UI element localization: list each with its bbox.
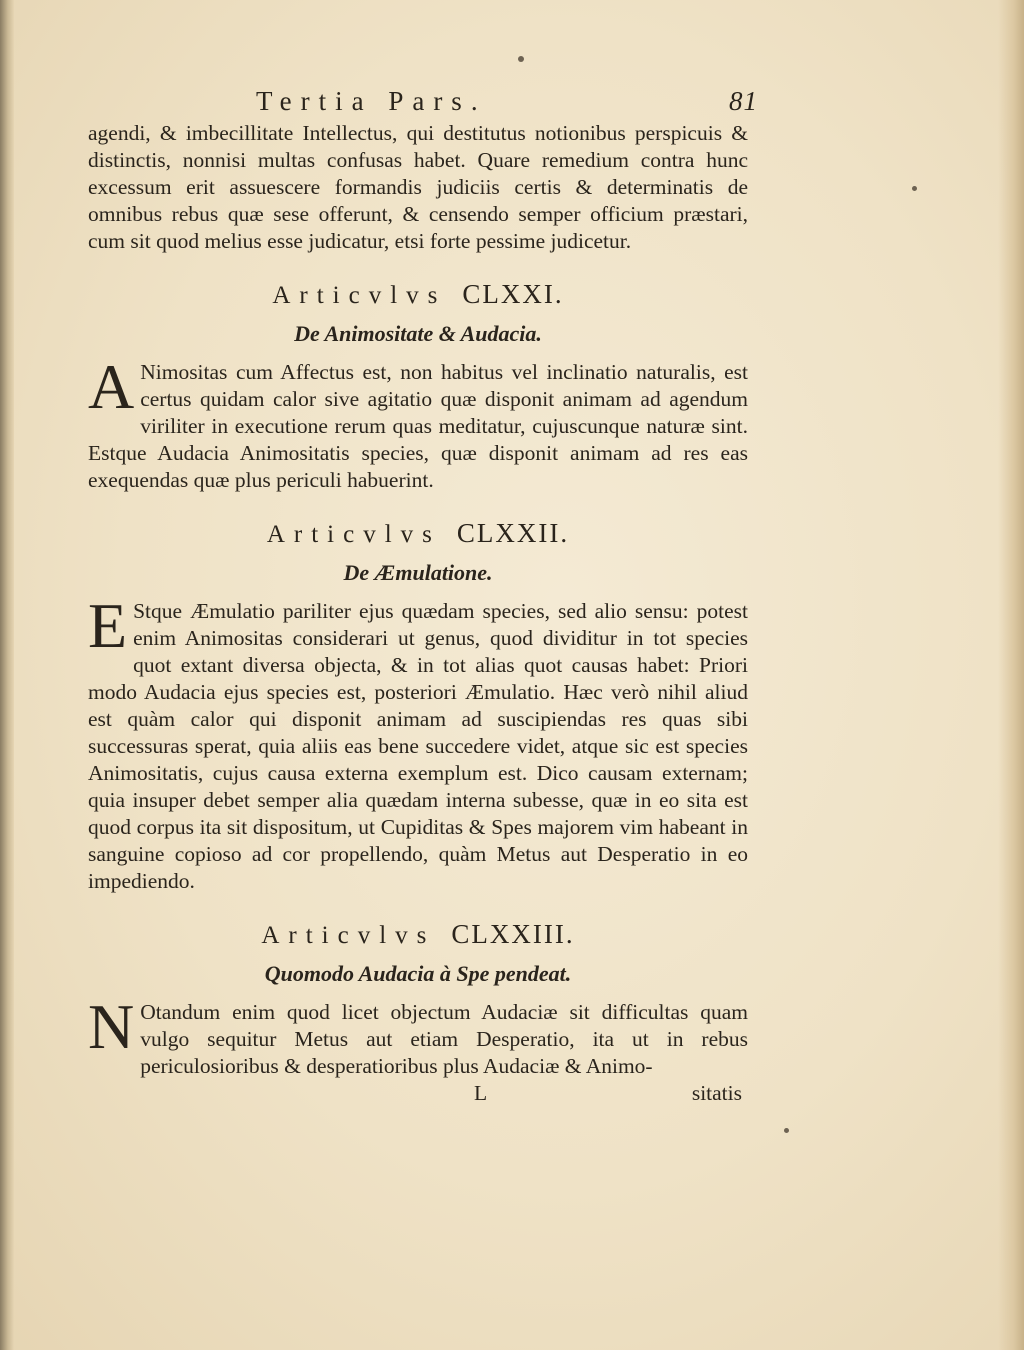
article-label: Articvlvs bbox=[272, 282, 447, 309]
article-text: Nimositas cum Affectus est, non habitus vel inclinatio naturalis, est certus quidam calor sive agitatio quæ disponit animam ad agendum viriliter in executione rerum quas meditatur, cujuscunque naturæ sint. Estque Audacia Animositatis species, quæ disponit animam ad res eas exequendas quæ plus periculi habuerint. bbox=[88, 360, 748, 492]
article-label: Articvlvs bbox=[266, 521, 441, 548]
catchword: sitatis bbox=[691, 1081, 742, 1105]
article-paragraph bbox=[88, 590, 748, 895]
article-subtitle: De Animositate & Audacia. bbox=[294, 321, 542, 346]
drop-cap: E bbox=[88, 590, 128, 661]
intro-paragraph: agendi, & imbecillitate Intellectus, qui destitutus notionibus perspicuis & distinctis, nonnisi multas confusas habet. Quare remedium contra hunc excessum erit assuescere formandis judiciis certis & determinatis de omnibus rebus quæ sese offerunt, & censendo semper officium præstari, cum sit quod melius esse judicatur, etsi forte pessime judicetur. bbox=[88, 121, 748, 253]
article-paragraph bbox=[88, 991, 748, 1080]
article-text: Stque Æmulatio pariliter ejus quædam species, sed alio sensu: potest enim Animositas considerari ut genus, quod dividitur in tot species quot extant diversa objecta, & in tot alias quot causas habet: Priori modo Audacia ejus species est, posteriori Æmulatio. Hæc verò nihil aliud est quàm calor qui disponit animam ad suscipiendas res quas sibi successuras sperat, quia aliis eas bene succedere videt, atque sic est species Animositatis, cujus causa externa exemplum est. Dico causam externam; quia insuper debet semper alia quædam interna subesse, quæ in eo sita est quod corpus ita sit dispositum, ut Cupiditas & Spes majorem vim habeant in sanguine copioso ad cor propellendo, quàm Metus aut Desperatio in eo impediendo. bbox=[88, 599, 748, 893]
article-heading bbox=[88, 279, 748, 311]
page-gutter bbox=[0, 0, 14, 1350]
drop-cap: N bbox=[88, 991, 135, 1062]
article-number: CLXXIII. bbox=[451, 919, 575, 949]
running-title: Tertia Pars. bbox=[256, 86, 487, 116]
article-paragraph bbox=[88, 351, 748, 494]
ink-speck bbox=[912, 186, 917, 191]
article-text: Otandum enim quod licet objectum Audaciæ sit difficultas quam vulgo sequitur Metus aut etiam Desperatio, ita ut in rebus periculosioribus & desperatioribus plus Audaciæ & Animo- bbox=[140, 1000, 748, 1078]
page-edge bbox=[998, 0, 1024, 1350]
running-head bbox=[88, 86, 758, 120]
article-number: CLXXI. bbox=[462, 279, 564, 309]
signature-mark: L bbox=[474, 1081, 488, 1105]
article-heading bbox=[88, 919, 748, 951]
article-subtitle: Quomodo Audacia à Spe pendeat. bbox=[264, 961, 572, 986]
drop-cap: A bbox=[88, 351, 135, 422]
text-block bbox=[88, 86, 758, 1108]
article-label: Articvlvs bbox=[261, 922, 436, 949]
article-number: CLXXII. bbox=[456, 518, 570, 548]
article-heading bbox=[88, 518, 748, 550]
ink-speck bbox=[518, 56, 524, 62]
page-number: 81 bbox=[729, 86, 758, 116]
article-subtitle: De Æmulatione. bbox=[343, 560, 493, 585]
ink-speck bbox=[784, 1128, 789, 1133]
page-footer bbox=[88, 1080, 748, 1108]
